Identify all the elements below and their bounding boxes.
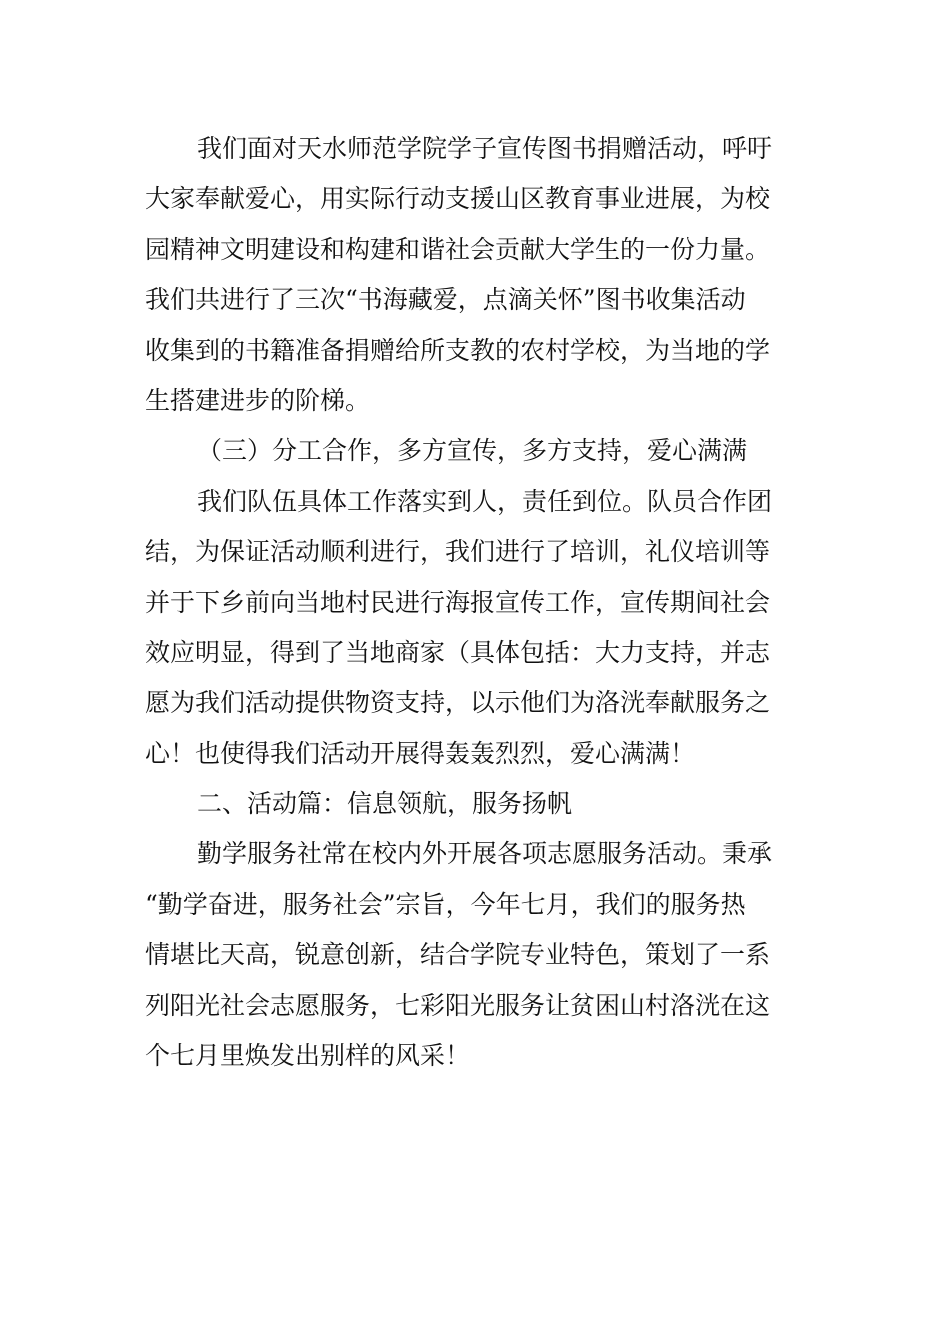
text-line: 结，为保证活动顺利进行，我们进行了培训，礼仪培训等 [145, 537, 771, 567]
text-line: 我们队伍具体工作落实到人，责任到位。队员合作团 [197, 486, 773, 516]
text-line: 收集到的书籍准备捐赠给所支教的农村学校，为当地的学 [145, 335, 771, 365]
text-line: 愿为我们活动提供物资支持，以示他们为洛洸奉献服务之 [145, 688, 771, 718]
text-line: 大家奉献爱心，用实际行动支援山区教育事业进展，为校 [145, 184, 771, 214]
text-line: 列阳光社会志愿服务，七彩阳光服务让贫困山村洛洸在这 [145, 990, 771, 1020]
text-line: 我们面对天水师范学院学子宣传图书捐赠活动，呼吁 [197, 134, 773, 163]
text-line: 生搭建进步的阶梯。 [145, 385, 371, 415]
text-line: 心！也使得我们活动开展得轰轰烈烈，爱心满满！ [145, 738, 696, 768]
text-line: 勤学服务社常在校内外开展各项志愿服务活动。秉承 [197, 839, 773, 869]
text-line: 我们共进行了三次“书海藏爱，点滴关怀”图书收集活动 [145, 285, 746, 315]
section-heading: 二、活动篇：信息领航，服务扬帆 [197, 789, 573, 819]
text-line: 园精神文明建设和构建和谐社会贡献大学生的一份力量。 [145, 234, 771, 264]
document-body [145, 124, 810, 1081]
text-line: 个七月里焕发出别样的风采！ [145, 1041, 471, 1071]
text-line: 情堪比天高，锐意创新，结合学院专业特色，策划了一系 [145, 940, 771, 970]
text-line: 效应明显，得到了当地商家（具体包括：大力支持，并志 [145, 637, 771, 667]
text-line: “勤学奋进，服务社会”宗旨，今年七月，我们的服务热 [145, 889, 746, 919]
section-heading: （三）分工合作，多方宣传，多方支持，爱心满满 [197, 436, 748, 466]
text-line: 并于下乡前向当地村民进行海报宣传工作，宣传期间社会 [145, 587, 771, 617]
